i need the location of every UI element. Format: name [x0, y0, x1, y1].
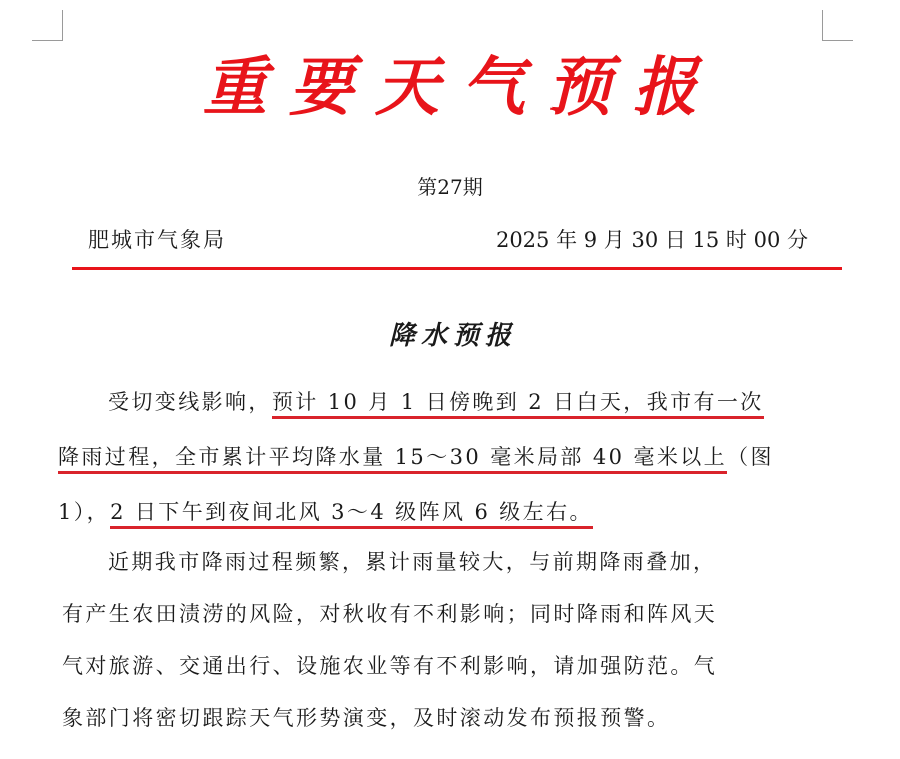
issue-datetime: 2025 年 9 月 30 日 15 时 00 分: [495, 228, 808, 252]
page-corner-mark-top-right: [822, 10, 853, 41]
text-plain: 1），: [58, 500, 111, 524]
paragraph-line: [62, 382, 764, 422]
paragraph-line: 气对旅游、交通出行、设施农业等有不利影响，请加强防范。气: [62, 654, 718, 678]
issuing-agency: 肥城市气象局: [88, 228, 226, 252]
paragraph-impact: [62, 542, 832, 742]
document-title: 重要天气预报: [203, 50, 719, 125]
paragraph-line: [58, 437, 774, 477]
text-underlined-highlight: 2 日下午到夜间北风 3～4 级阵风 6 级左右。: [110, 500, 593, 529]
issue-number: 第27期: [417, 175, 483, 199]
header-divider: [72, 267, 842, 270]
paragraph-line: [58, 492, 593, 532]
text-plain: （图: [727, 445, 774, 469]
text-underlined-highlight: 降雨过程，全市累计平均降水量 15～30 毫米局部 40 毫米以上: [58, 445, 727, 474]
page-corner-mark-top-left: [32, 10, 63, 41]
paragraph-line: 有产生农田渍涝的风险，对秋收有不利影响；同时降雨和阵风天: [62, 602, 718, 626]
header-meta-row: [88, 224, 808, 256]
paragraph-forecast: [58, 382, 832, 532]
section-title: 降水预报: [388, 321, 517, 351]
paragraph-line: 象部门将密切跟踪天气形势演变，及时滚动发布预报预警。: [62, 706, 671, 730]
paragraph-line: 近期我市降雨过程频繁，累计雨量较大，与前期降雨叠加，: [108, 550, 717, 574]
text-underlined-highlight: 预计 10 月 1 日傍晚到 2 日白天，我市有一次: [272, 390, 764, 419]
text-plain: 受切变线影响，: [108, 390, 272, 414]
